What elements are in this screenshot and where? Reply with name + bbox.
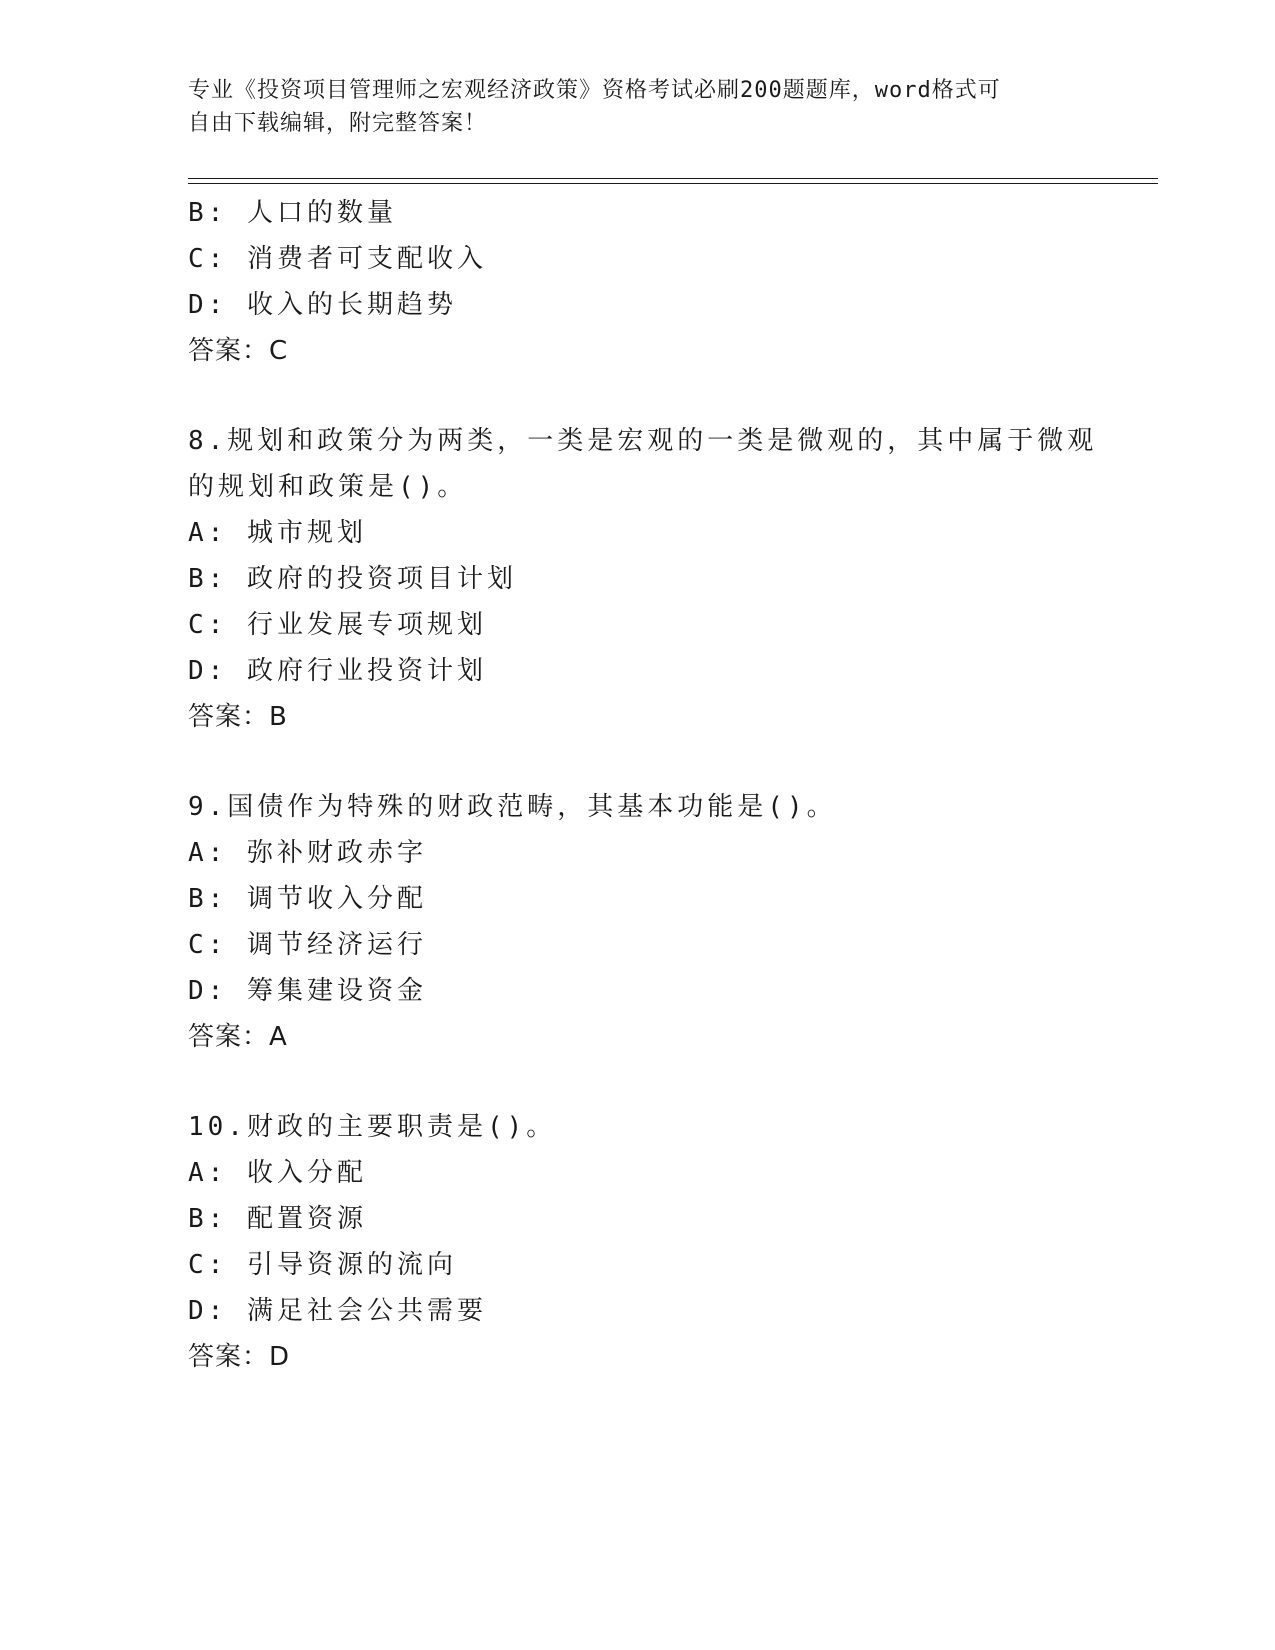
header-divider-bottom: [188, 183, 1158, 184]
option-a: A: 收入分配: [188, 1158, 367, 1188]
option-d: D: 政府行业投资计划: [188, 656, 487, 686]
header-line-1: 专业《投资项目管理师之宏观经济政策》资格考试必刷200题题库，word格式可: [188, 78, 1001, 103]
option-b: B: 配置资源: [188, 1204, 367, 1234]
answer-line: 答案：D: [188, 1342, 291, 1372]
option-a: A: 弥补财政赤字: [188, 838, 427, 868]
option-a: A: 城市规划: [188, 518, 367, 548]
option-d: D: 收入的长期趋势: [188, 290, 457, 320]
option-c: C: 引导资源的流向: [188, 1250, 457, 1280]
option-d: D: 筹集建设资金: [188, 976, 427, 1006]
document-header: [188, 74, 1088, 140]
option-d: D: 满足社会公共需要: [188, 1296, 487, 1326]
answer-line: 答案：A: [188, 1022, 288, 1052]
header-line-2: 自由下载编辑，附完整答案！: [188, 111, 488, 136]
question-block-8: [188, 418, 1098, 740]
option-c: C: 行业发展专项规划: [188, 610, 487, 640]
answer-line: 答案：C: [188, 336, 289, 366]
header-divider-top: [188, 178, 1158, 179]
option-b: B: 调节收入分配: [188, 884, 427, 914]
question-stem-line: 8.规划和政策分为两类，一类是宏观的一类是微观的，其中属于微观: [188, 426, 1098, 456]
answer-line: 答案：B: [188, 702, 288, 732]
question-block-9: [188, 784, 1088, 1060]
option-b: B: 人口的数量: [188, 198, 397, 228]
question-stem-line: 的规划和政策是()。: [188, 472, 468, 502]
question-block-7: [188, 190, 1088, 374]
question-stem-line: 10.财政的主要职责是()。: [188, 1112, 557, 1142]
option-c: C: 消费者可支配收入: [188, 244, 487, 274]
spacer: [188, 1060, 1088, 1104]
question-list: [188, 190, 1098, 1380]
spacer: [188, 740, 1088, 784]
question-stem-line: 9.国债作为特殊的财政范畴，其基本功能是()。: [188, 792, 837, 822]
option-b: B: 政府的投资项目计划: [188, 564, 517, 594]
question-block-10: [188, 1104, 1088, 1380]
spacer: [188, 374, 1088, 418]
option-c: C: 调节经济运行: [188, 930, 427, 960]
